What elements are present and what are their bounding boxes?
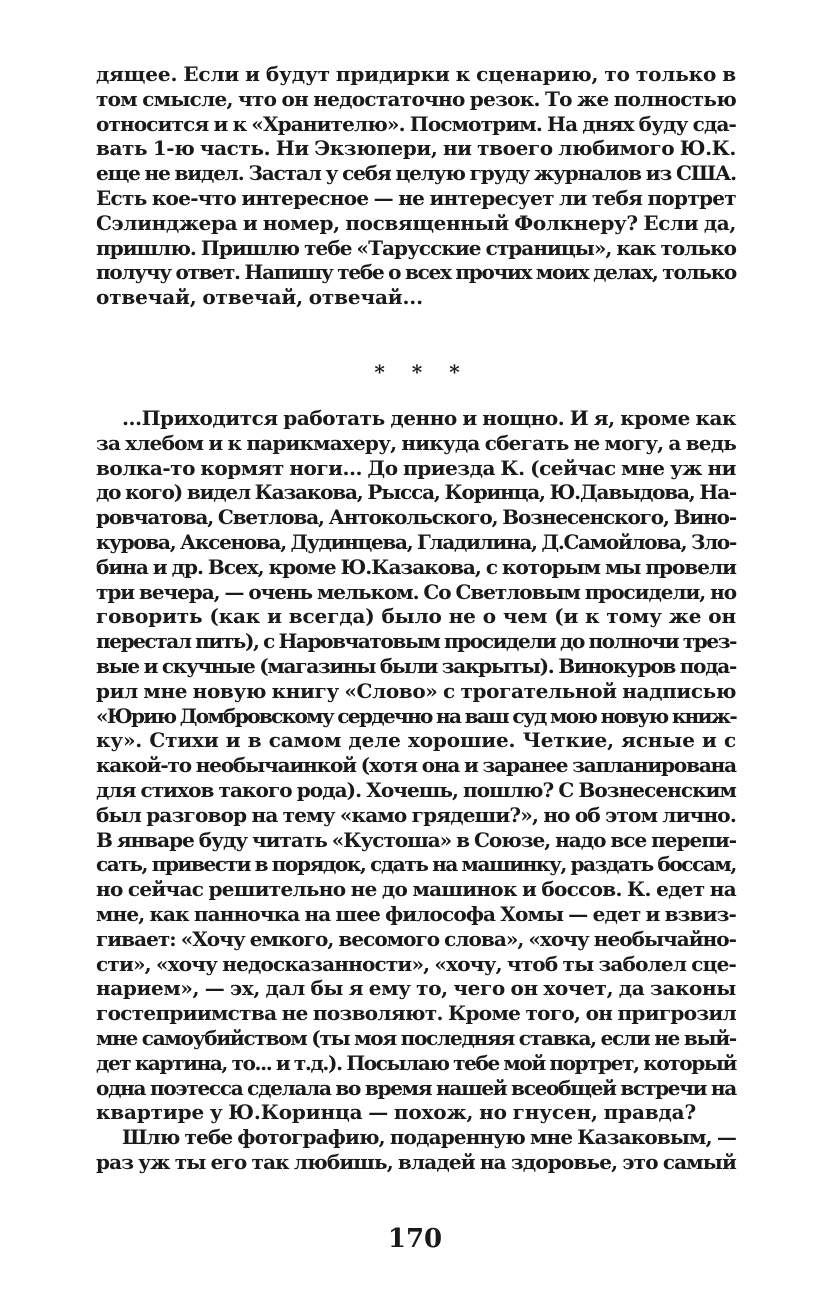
paragraph-next-letter [96,406,736,1175]
text-line: гостеприимства не позволяют. Кроме того, он пригрозил [96,1001,736,1026]
text-line: сти», «хочу недосказанности», «хочу, чтоб ты заболел сце- [96,951,736,976]
text-line: был разговор на тему «камо грядеши?», но об этом лично. [96,802,736,827]
text-line: для стихов такого рода). Хочешь, пошлю? С Вознесенским [96,777,736,802]
paragraph-letter-end [96,62,736,310]
text-line: пришлю. Пришлю тебе «Тарусские страницы», как только [96,235,736,260]
text-line: три вечера, — очень мельком. Со Светловым просидели, но [96,579,736,604]
page-number: 170 [387,1224,443,1254]
text-line: квартире у Ю.Коринца — похож, но гнусен, правда? [96,1100,697,1125]
text-line: дящее. Если и будут придирки к сценарию, то только в [96,62,736,86]
text-line: бина и др. Всех, кроме Ю.Казакова, с которым мы провели [96,554,736,579]
text-line: ку». Стихи и в самом деле хорошие. Четкие, ясные и с [96,728,736,753]
text-line: вые и скучные (магазины были закрыты). Винокуров пода- [96,653,736,678]
text-line: мне, как панночка на шее философа Хомы — едет и взвиз- [96,901,737,926]
text-line: дет картина, то... и т.д.). Посылаю тебе мой портрет, который [96,1050,736,1075]
text-line: вать 1-ю часть. Ни Экзюпери, ни твоего любимого Ю.К. [96,136,736,161]
text-line: сать, привести в порядок, сдать на машинку, раздать боссам, [96,852,736,877]
text-line: Сэлинджера и номер, посвященный Фолкнеру? Если да, [96,210,736,235]
text-line: том смысле, что он недостаточно резок. То же полностью [96,86,737,111]
text-line: гивает: «Хочу емкого, весомого слова», «хочу необычайно- [96,926,736,951]
text-line: Шлю тебе фотографию, подаренную мне Казаковым, — [122,1125,736,1150]
text-line: нарием», — эх, дал бы я ему то, чего он хочет, да законы [96,976,736,1001]
text-line: ...Приходится работать денно и нощно. И я, кроме как [122,406,736,430]
text-line: получу ответ. Напишу тебе о всех прочих моих делах, только [96,260,736,285]
text-line: но сейчас решительно не до машинок и боссов. К. едет на [96,877,736,902]
text-line: мне самоубийством (ты моя последняя ставка, если не вый- [96,1025,736,1050]
text-line: раз уж ты его так любишь, владей на здоровье, это самый [96,1149,736,1174]
text-line: до кого) видел Казакова, Рысса, Коринца, Ю.Давыдова, На- [96,480,736,505]
text-line: ровчатова, Светлова, Антокольского, Вознесенского, Вино- [96,505,736,530]
text-line: волка-то кормят ноги... До приезда К. (сейчас мне уж ни [96,455,736,480]
text-line: относится и к «Хранителю». Посмотрим. На днях буду сда- [96,111,736,136]
text-line: «Юрию Домбровскому сердечно на ваш суд мою новую книж- [96,703,736,728]
text-line: какой-то необычаинкой (хотя она и заранее запланирована [96,753,736,778]
text-line: В январе буду читать «Кустоша» в Союзе, надо все перепи- [96,827,736,852]
text-line: рил мне новую книгу «Слово» с трогательной надписью [96,678,736,703]
text-line: перестал пить), с Наровчатовым просидели до полночи трез- [96,629,736,654]
text-line: курова, Аксенова, Дудинцева, Гладилина, Д.Самойлова, Зло- [96,529,736,554]
text-line: говорить (как и всегда) было не о чем (и к тому же он [96,604,736,629]
section-separator: * * * [374,360,470,384]
text-line: Есть кое-что интересное — не интересует ли тебя портрет [96,185,736,210]
text-line: отвечай, отвечай, отвечай... [96,285,423,310]
text-line: за хлебом и к парикмахеру, никуда сбегать не могу, а ведь [96,430,736,455]
text-line: одна поэтесса сделала во время нашей всеобщей встречи на [96,1075,736,1100]
text-line: еще не видел. Застал у себя целую груду журналов из США. [96,161,736,186]
